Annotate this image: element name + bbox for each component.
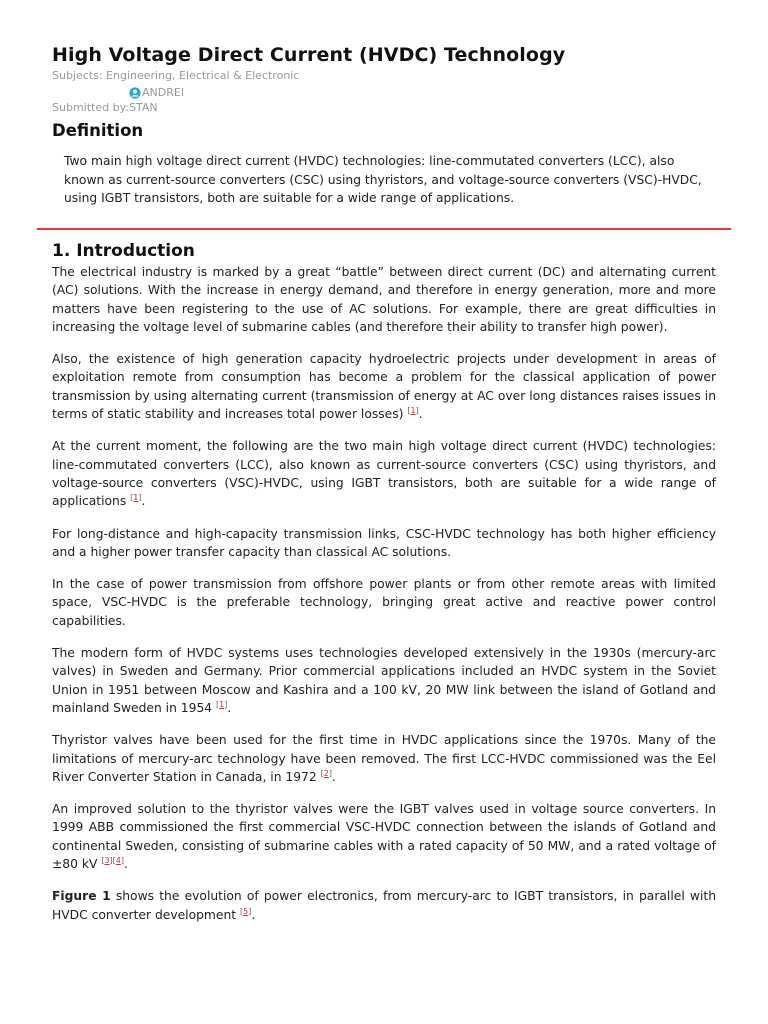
- citation-link[interactable]: 4: [115, 855, 121, 865]
- intro-paragraph-8: An improved solution to the thyristor valves were the IGBT valves used in voltage source converters. In 1999 ABB commissioned the first commercial VSC-HVDC connection between the islands of Gotland and continental Sweden, consisting of submarine cables with a rated capacity of 50 MW, and a rated voltage of ±80 kV [3][4].: [52, 802, 716, 872]
- citation-link[interactable]: 5: [243, 906, 249, 916]
- citation-link[interactable]: 1: [133, 493, 139, 503]
- intro-paragraph-9: Figure 1 shows the evolution of power electronics, from mercury-arc to IGBT transistors, in parallel with HVDC converter development [5].: [52, 889, 716, 922]
- subjects-line: Subjects: Engineering, Electrical & Electronic: [52, 69, 300, 82]
- definition-text: Two main high voltage direct current (HVDC) technologies: line-commutated converters (LCC), also known as current-source converters (CSC) using thyristors, and voltage-source converters (VSC)-HVDC, using IGBT transistors, both are suitable for a wide range of applications.: [64, 154, 702, 205]
- citation-link[interactable]: 1: [219, 699, 225, 709]
- author-line[interactable]: [129, 86, 184, 99]
- introduction-body: [52, 263, 716, 938]
- section-divider: [37, 228, 731, 230]
- intro-paragraph-6: The modern form of HVDC systems uses technologies developed extensively in the 1930s (mercury-arc valves) in Sweden and Germany. Prior commercial applications included an HVDC system in the Soviet Union in 1951 between Moscow and Kashira and a 100 kV, 20 MW link between the island of Gotland and mainland Sweden in 1954 [1].: [52, 646, 716, 715]
- citation-1[interactable]: [1]: [216, 699, 228, 709]
- intro-paragraph-7: Thyristor valves have been used for the first time in HVDC applications since the 1970s. Many of the limitations of mercury-arc technology have been removed. The first LCC-HVDC commissioned was the Eel River Converter Station in Canada, in 1972 [2].: [52, 733, 716, 784]
- citation-5[interactable]: [5]: [240, 906, 252, 916]
- citation-3-4[interactable]: [3][4]: [101, 855, 125, 865]
- article-title: High Voltage Direct Current (HVDC) Technology: [52, 44, 566, 66]
- citation-link[interactable]: 1: [410, 405, 416, 415]
- figure-reference: Figure 1: [52, 889, 111, 904]
- citation-link[interactable]: 2: [323, 768, 329, 778]
- definition-heading: Definition: [52, 121, 144, 140]
- author-name[interactable]: ANDREI: [142, 86, 185, 99]
- intro-paragraph-5: In the case of power transmission from offshore power plants or from other remote areas with limited space, VSC-HVDC is the preferable technology, bringing great active and reactive power control capabilities.: [52, 577, 716, 628]
- citation-2[interactable]: [2]: [320, 768, 332, 778]
- intro-paragraph-4: For long-distance and high-capacity transmission links, CSC-HVDC technology has both higher efficiency and a higher power transfer capacity than classical AC solutions.: [52, 526, 716, 559]
- citation-link[interactable]: 3: [104, 855, 110, 865]
- citation-1[interactable]: [1]: [407, 405, 419, 415]
- intro-paragraph-2: Also, the existence of high generation capacity hydroelectric projects under development in areas of exploitation remote from consumption has become a problem for the classical application of power transmission by using alternating current (transmission of energy at AC over long distances raises issues in terms of static stability and increases total power losses) [1].: [52, 352, 716, 422]
- intro-paragraph-3: At the current moment, the following are the two main high voltage direct current (HVDC) technologies: line-commutated converters (LCC), also known as current-source converters (CSC) using thyristors, and voltage-source converters (VSC)-HVDC, using IGBT transistors, both are suitable for a wide range of applications [1].: [52, 439, 716, 509]
- intro-paragraph-1: The electrical industry is marked by a great “battle” between direct current (DC) and alternating current (AC) solutions. With the increase in energy demand, and therefore in energy generation, more and more matters have been registering to the use of AC solutions. For example, there are great difficulties in increasing the voltage level of submarine cables (and therefore their ability to transfer high power).: [52, 265, 716, 334]
- submitted-by-line: Submitted by:STAN: [52, 101, 158, 114]
- user-icon: [129, 87, 141, 99]
- citation-1[interactable]: [1]: [130, 493, 142, 503]
- introduction-heading: 1. Introduction: [52, 241, 195, 261]
